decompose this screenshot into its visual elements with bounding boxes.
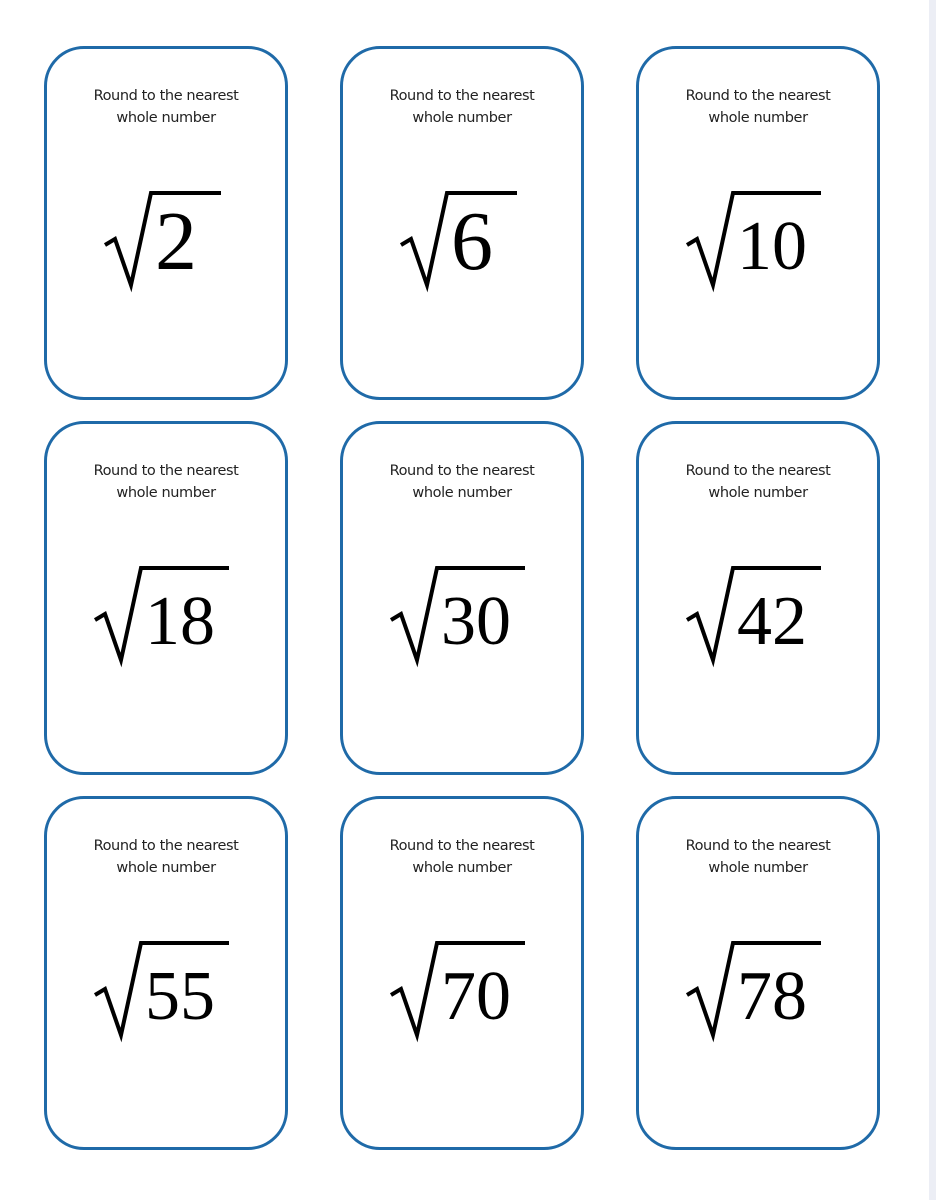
- flashcard: [636, 421, 880, 775]
- radicand: 10: [737, 208, 807, 285]
- prompt-line-1: Round to the nearest: [93, 838, 239, 854]
- prompt-line-2: whole number: [708, 860, 808, 876]
- radicand: 55: [145, 958, 215, 1035]
- card-prompt: [639, 460, 877, 504]
- square-root-expression: [343, 552, 581, 672]
- square-root-expression: [639, 177, 877, 297]
- prompt-line-2: whole number: [116, 485, 216, 501]
- card-prompt: [639, 85, 877, 129]
- radicand: 30: [441, 583, 511, 660]
- prompt-line-1: Round to the nearest: [389, 463, 535, 479]
- prompt-line-1: Round to the nearest: [685, 838, 831, 854]
- prompt-line-1: Round to the nearest: [389, 88, 535, 104]
- prompt-line-1: Round to the nearest: [685, 88, 831, 104]
- square-root-expression: [343, 177, 581, 297]
- prompt-line-1: Round to the nearest: [685, 463, 831, 479]
- prompt-line-2: whole number: [412, 860, 512, 876]
- card-prompt: [47, 835, 285, 879]
- flashcard: [44, 421, 288, 775]
- radicand: 18: [145, 583, 215, 660]
- card-prompt: [343, 835, 581, 879]
- flashcard: [44, 46, 288, 400]
- prompt-line-2: whole number: [412, 485, 512, 501]
- flashcard: [636, 796, 880, 1150]
- prompt-line-2: whole number: [116, 860, 216, 876]
- radicand: 78: [737, 958, 807, 1035]
- card-prompt: [47, 460, 285, 504]
- square-root-expression: [639, 552, 877, 672]
- flashcard: [44, 796, 288, 1150]
- square-root-expression: [343, 927, 581, 1047]
- square-root-expression: [47, 177, 285, 297]
- flashcard: [340, 421, 584, 775]
- square-root-expression: [639, 927, 877, 1047]
- prompt-line-2: whole number: [412, 110, 512, 126]
- page-edge-scrollbar: [929, 0, 936, 1200]
- card-prompt: [47, 85, 285, 129]
- card-prompt: [639, 835, 877, 879]
- square-root-expression: [47, 927, 285, 1047]
- card-prompt: [343, 85, 581, 129]
- prompt-line-1: Round to the nearest: [93, 88, 239, 104]
- radicand: 2: [155, 195, 197, 288]
- prompt-line-2: whole number: [116, 110, 216, 126]
- square-root-expression: [47, 552, 285, 672]
- prompt-line-1: Round to the nearest: [389, 838, 535, 854]
- radicand: 42: [737, 583, 807, 660]
- flashcard: [636, 46, 880, 400]
- card-prompt: [343, 460, 581, 504]
- prompt-line-2: whole number: [708, 110, 808, 126]
- radicand: 6: [451, 195, 493, 288]
- flashcard: [340, 46, 584, 400]
- prompt-line-1: Round to the nearest: [93, 463, 239, 479]
- flashcard: [340, 796, 584, 1150]
- prompt-line-2: whole number: [708, 485, 808, 501]
- radicand: 70: [441, 958, 511, 1035]
